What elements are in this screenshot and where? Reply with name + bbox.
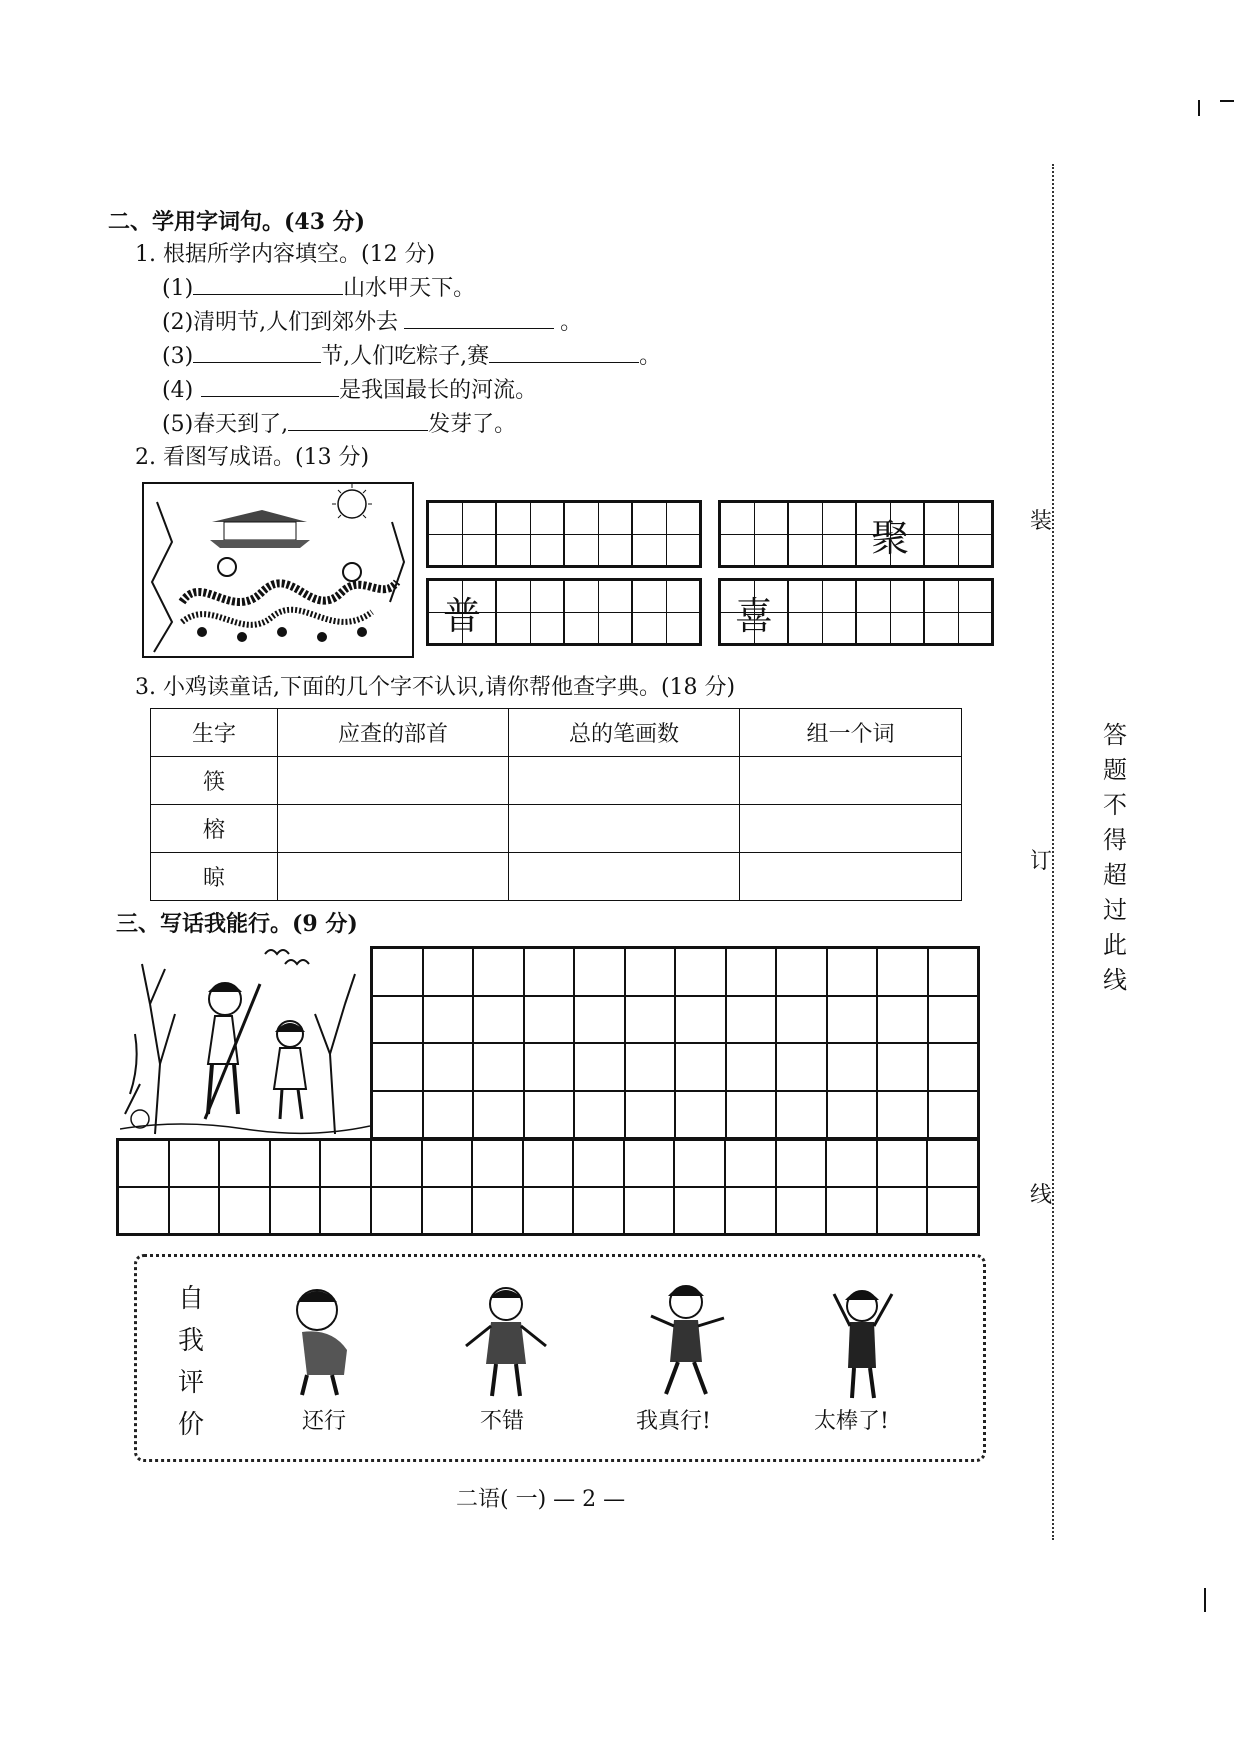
binding-line xyxy=(1052,164,1054,1540)
writing-cell[interactable] xyxy=(726,996,777,1044)
kid-standing-icon xyxy=(456,1276,556,1400)
writing-cell[interactable] xyxy=(473,996,524,1044)
item-number: (1) xyxy=(162,276,194,301)
question-3-title: 3. 小鸡读童话,下面的几个字不认识,请你帮他查字典。(18 分) xyxy=(135,675,736,700)
writing-cell[interactable] xyxy=(573,1187,624,1234)
writing-cell[interactable] xyxy=(574,1091,625,1139)
writing-cell[interactable] xyxy=(523,1140,574,1187)
writing-cell[interactable] xyxy=(624,1140,675,1187)
header-radical: 应查的部首 xyxy=(278,709,509,757)
header-word: 组一个词 xyxy=(740,709,962,757)
word-answer[interactable] xyxy=(740,757,962,805)
idiom-grid-3 xyxy=(426,578,702,646)
writing-cell[interactable] xyxy=(169,1140,220,1187)
given-char: 聚 xyxy=(870,515,909,560)
writing-cell[interactable] xyxy=(776,948,827,996)
item-text: 是我国最长的河流。 xyxy=(339,378,538,403)
section-2-title: 二、学用字词句。(43 分) xyxy=(108,209,366,235)
writing-cell[interactable] xyxy=(776,1043,827,1091)
writing-cell[interactable] xyxy=(827,1091,878,1139)
answer-blank[interactable] xyxy=(201,376,339,397)
writing-cell[interactable] xyxy=(472,1140,523,1187)
writing-cell[interactable] xyxy=(219,1140,270,1187)
tian-cell[interactable] xyxy=(632,502,700,566)
writing-cell[interactable] xyxy=(725,1187,776,1234)
item-text: 清明节,人们到郊外去 xyxy=(193,310,399,335)
writing-cell[interactable] xyxy=(524,1043,575,1091)
writing-cell[interactable] xyxy=(219,1187,270,1234)
label-char: 自 xyxy=(177,1284,204,1314)
tian-cell[interactable] xyxy=(788,580,856,644)
writing-cell[interactable] xyxy=(372,996,423,1044)
writing-cell[interactable] xyxy=(524,948,575,996)
writing-cell[interactable] xyxy=(776,1187,827,1234)
fill-item-4 xyxy=(162,376,537,405)
writing-cell[interactable] xyxy=(877,996,928,1044)
char-cell: 榕 xyxy=(151,805,278,853)
writing-cell[interactable] xyxy=(826,1187,877,1234)
binding-notice xyxy=(1100,718,1130,998)
writing-cell[interactable] xyxy=(726,948,777,996)
writing-cell[interactable] xyxy=(928,948,979,996)
kid-happy-icon xyxy=(636,1276,736,1400)
word-answer[interactable] xyxy=(740,805,962,853)
writing-cell[interactable] xyxy=(625,996,676,1044)
writing-cell[interactable] xyxy=(674,1187,725,1234)
kid-sitting-icon xyxy=(272,1280,372,1400)
writing-cell[interactable] xyxy=(524,996,575,1044)
fill-item-1 xyxy=(162,274,475,303)
header-char: 生字 xyxy=(151,709,278,757)
writing-cell[interactable] xyxy=(877,1187,928,1234)
writing-cell[interactable] xyxy=(726,1091,777,1139)
writing-cell[interactable] xyxy=(675,996,726,1044)
idiom-grid-4 xyxy=(718,578,994,646)
writing-cell[interactable] xyxy=(423,1043,474,1091)
tian-cell[interactable] xyxy=(924,580,992,644)
table-header-row xyxy=(151,709,962,757)
writing-cell[interactable] xyxy=(574,996,625,1044)
strokes-answer[interactable] xyxy=(509,853,740,901)
item-text: 节,人们吃粽子,赛 xyxy=(321,344,490,369)
writing-cell[interactable] xyxy=(928,1091,979,1139)
writing-cell[interactable] xyxy=(573,1140,624,1187)
writing-cell[interactable] xyxy=(675,948,726,996)
writing-cell[interactable] xyxy=(625,1043,676,1091)
given-char: 喜 xyxy=(734,593,773,638)
writing-cell[interactable] xyxy=(877,948,928,996)
writing-cell[interactable] xyxy=(473,948,524,996)
writing-cell[interactable] xyxy=(877,1140,928,1187)
notice-char: 过 xyxy=(1103,896,1127,924)
kid-cheering-icon xyxy=(812,1276,912,1400)
writing-cell[interactable] xyxy=(524,1091,575,1139)
writing-cell[interactable] xyxy=(371,1187,422,1234)
dragon-dance-picture xyxy=(142,482,414,658)
scan-mark xyxy=(1204,1588,1206,1612)
writing-cell[interactable] xyxy=(118,1140,169,1187)
item-number: (3) xyxy=(162,344,194,369)
notice-char: 线 xyxy=(1103,966,1127,994)
question-2-title: 2. 看图写成语。(13 分) xyxy=(135,445,370,470)
tian-cell[interactable] xyxy=(428,502,496,566)
option-good[interactable]: 不错 xyxy=(480,1409,525,1434)
writing-cell[interactable] xyxy=(675,1091,726,1139)
scan-mark xyxy=(1220,100,1234,102)
strokes-answer[interactable] xyxy=(509,805,740,853)
idiom-grid-2 xyxy=(718,500,994,568)
section-3-title: 三、写话我能行。(9 分) xyxy=(116,911,358,937)
radical-answer[interactable] xyxy=(278,805,509,853)
writing-cell[interactable] xyxy=(320,1140,371,1187)
writing-cell[interactable] xyxy=(927,1140,978,1187)
writing-grid-lower xyxy=(116,1138,980,1236)
binding-zhuang: 装 xyxy=(1030,504,1052,535)
writing-cell[interactable] xyxy=(372,1043,423,1091)
writing-cell[interactable] xyxy=(372,948,423,996)
writing-cell[interactable] xyxy=(423,948,474,996)
tian-cell[interactable] xyxy=(788,502,856,566)
notice-char: 得 xyxy=(1103,826,1127,854)
tian-cell[interactable] xyxy=(856,580,924,644)
table-row xyxy=(151,805,962,853)
item-text: 发芽了。 xyxy=(428,412,517,437)
label-char: 价 xyxy=(177,1410,204,1440)
writing-cell[interactable] xyxy=(877,1091,928,1139)
writing-cell[interactable] xyxy=(927,1187,978,1234)
writing-cell[interactable] xyxy=(523,1187,574,1234)
writing-cell[interactable] xyxy=(625,1091,676,1139)
option-ok[interactable]: 还行 xyxy=(302,1409,347,1434)
writing-cell[interactable] xyxy=(574,1043,625,1091)
writing-cell[interactable] xyxy=(928,996,979,1044)
writing-cell[interactable] xyxy=(372,1091,423,1139)
dictionary-table xyxy=(150,708,962,901)
answer-blank[interactable] xyxy=(288,410,428,431)
tian-cell-given xyxy=(856,502,924,566)
writing-cell[interactable] xyxy=(320,1187,371,1234)
writing-cell[interactable] xyxy=(726,1043,777,1091)
writing-cell[interactable] xyxy=(827,1043,878,1091)
label-char: 我 xyxy=(177,1326,204,1356)
answer-blank[interactable] xyxy=(489,342,639,363)
writing-cell[interactable] xyxy=(423,1091,474,1139)
tian-cell[interactable] xyxy=(924,502,992,566)
answer-blank[interactable] xyxy=(404,308,554,329)
binding-ding: 订 xyxy=(1030,844,1052,875)
table-row xyxy=(151,853,962,901)
label-char: 评 xyxy=(177,1368,204,1398)
tian-cell[interactable] xyxy=(632,580,700,644)
writing-cell[interactable] xyxy=(574,948,625,996)
tian-cell[interactable] xyxy=(720,502,788,566)
item-text: 春天到了, xyxy=(193,412,289,437)
item-text: 。 xyxy=(639,344,662,369)
radical-answer[interactable] xyxy=(278,853,509,901)
writing-cell[interactable] xyxy=(826,1140,877,1187)
writing-cell[interactable] xyxy=(118,1187,169,1234)
fill-item-2 xyxy=(162,308,582,337)
notice-char: 此 xyxy=(1103,931,1127,959)
writing-cell[interactable] xyxy=(423,996,474,1044)
writing-cell[interactable] xyxy=(928,1043,979,1091)
char-cell: 晾 xyxy=(151,853,278,901)
scan-mark xyxy=(1198,100,1200,116)
writing-cell[interactable] xyxy=(270,1187,321,1234)
table-row xyxy=(151,757,962,805)
notice-char: 题 xyxy=(1103,756,1127,784)
writing-cell[interactable] xyxy=(473,1091,524,1139)
option-great[interactable]: 我真行! xyxy=(636,1409,711,1434)
self-eval-label xyxy=(176,1278,206,1446)
char-cell: 筷 xyxy=(151,757,278,805)
tian-cell[interactable] xyxy=(496,502,564,566)
writing-grid-upper xyxy=(370,946,980,1138)
item-text: 。 xyxy=(560,310,583,335)
writing-cell[interactable] xyxy=(624,1187,675,1234)
writing-cell[interactable] xyxy=(827,996,878,1044)
notice-char: 答 xyxy=(1103,721,1127,749)
question-1-title: 1. 根据所学内容填空。(12 分) xyxy=(135,242,436,267)
tian-cell-given xyxy=(720,580,788,644)
radical-answer[interactable] xyxy=(278,757,509,805)
item-number: (5) xyxy=(162,412,194,437)
writing-cell[interactable] xyxy=(674,1140,725,1187)
writing-cell[interactable] xyxy=(725,1140,776,1187)
writing-cell[interactable] xyxy=(371,1140,422,1187)
header-strokes: 总的笔画数 xyxy=(509,709,740,757)
strokes-answer[interactable] xyxy=(509,757,740,805)
tian-cell[interactable] xyxy=(564,502,632,566)
writing-cell[interactable] xyxy=(422,1140,473,1187)
writing-cell[interactable] xyxy=(776,1140,827,1187)
writing-cell[interactable] xyxy=(675,1043,726,1091)
idiom-grid-1 xyxy=(426,500,702,568)
word-answer[interactable] xyxy=(740,853,962,901)
writing-cell[interactable] xyxy=(776,1091,827,1139)
writing-cell[interactable] xyxy=(422,1187,473,1234)
answer-blank[interactable] xyxy=(193,274,343,295)
writing-cell[interactable] xyxy=(776,996,827,1044)
fill-item-5 xyxy=(162,410,516,439)
tian-cell[interactable] xyxy=(496,580,564,644)
item-number: (4) xyxy=(162,378,194,403)
item-text: 山水甲天下。 xyxy=(343,276,476,301)
tian-cell-given xyxy=(428,580,496,644)
writing-cell[interactable] xyxy=(827,948,878,996)
writing-cell[interactable] xyxy=(473,1043,524,1091)
option-excellent[interactable]: 太棒了! xyxy=(814,1409,889,1434)
binding-xian: 线 xyxy=(1030,1178,1052,1209)
planting-trees-picture xyxy=(120,944,370,1136)
writing-cell[interactable] xyxy=(270,1140,321,1187)
given-char: 普 xyxy=(442,593,481,638)
tian-cell[interactable] xyxy=(564,580,632,644)
notice-char: 不 xyxy=(1103,791,1127,819)
answer-blank[interactable] xyxy=(193,342,321,363)
writing-cell[interactable] xyxy=(625,948,676,996)
writing-cell[interactable] xyxy=(169,1187,220,1234)
fill-item-3 xyxy=(162,342,661,371)
writing-cell[interactable] xyxy=(877,1043,928,1091)
page-footer: 二语( 一) — 2 — xyxy=(456,1487,626,1512)
writing-cell[interactable] xyxy=(472,1187,523,1234)
item-number: (2) xyxy=(162,310,194,335)
notice-char: 超 xyxy=(1103,861,1127,889)
